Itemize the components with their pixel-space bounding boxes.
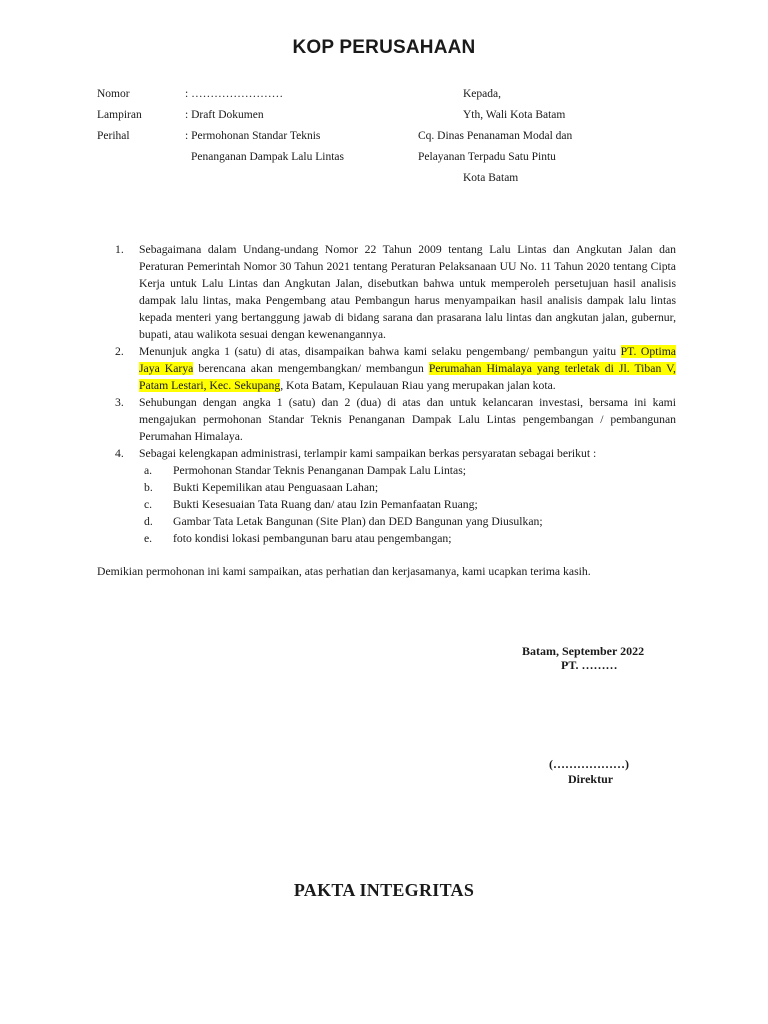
signature-title: Direktur — [568, 772, 614, 786]
paragraph-text-part: , Kota Batam, Kepulauan Riau yang merupakan jalan kota. — [280, 379, 556, 392]
perihal-label: Perihal — [97, 130, 130, 142]
paragraph-number: 2. — [115, 345, 124, 358]
paragraph-text: Sehubungan dengan angka 1 (satu) dan 2 (dua) di atas dan untuk kelancaran investasi, bersama ini kami mengajukan permohonan Standar Teknis Penanganan Dampak Lalu Lintas pengembangan / pembangunan Perumahan Himalaya. — [139, 396, 676, 443]
signature-name-placeholder: (………………) — [549, 757, 629, 771]
highlighted-project-location: Perumahan Himalaya yang terletak di Jl. Tiban V, Patam Lestari, Kec. Sekupang — [139, 362, 676, 392]
attachment-text: foto kondisi lokasi pembangunan baru atau pengembangan; — [173, 532, 452, 545]
attachment-item — [97, 530, 676, 547]
letterhead-title: KOP PERUSAHAAN — [292, 37, 476, 58]
lampiran-label: Lampiran — [97, 109, 142, 121]
paragraph-number: 1. — [115, 243, 124, 256]
recipient-line-2: Yth, Wali Kota Batam — [463, 109, 566, 121]
paragraph-4 — [97, 445, 676, 462]
nomor-value: : …………………… — [185, 88, 284, 100]
attachment-text: Bukti Kepemilikan atau Penguasaan Lahan; — [173, 481, 379, 494]
perihal-value-line2: Penanganan Dampak Lalu Lintas — [191, 151, 344, 163]
recipient-line-5: Kota Batam — [463, 172, 519, 184]
signature-company: PT. ……… — [561, 658, 618, 672]
recipient-line-4: Pelayanan Terpadu Satu Pintu — [418, 151, 556, 163]
paragraph-text-part: berencana akan mengembangkan/ membangun — [193, 362, 429, 375]
attachment-item — [97, 513, 676, 530]
paragraph-2 — [97, 343, 676, 394]
numbered-paragraphs — [97, 241, 676, 462]
attachment-text: Gambar Tata Letak Bangunan (Site Plan) dan DED Bangunan yang Diusulkan; — [173, 515, 543, 528]
attachment-letter: a. — [144, 464, 153, 477]
paragraph-number: 4. — [115, 447, 124, 460]
paragraph-text-part: Menunjuk angka 1 (satu) di atas, disampaikan bahwa kami selaku pengembang/ pembangun yaitu — [139, 345, 621, 358]
attachment-letter: d. — [144, 515, 153, 528]
attachment-text: Permohonan Standar Teknis Penanganan Dampak Lalu Lintas; — [173, 464, 467, 477]
attachment-letter: b. — [144, 481, 153, 494]
lampiran-value: : Draft Dokumen — [185, 109, 264, 121]
recipient-line-3: Cq. Dinas Penanaman Modal dan — [418, 130, 573, 142]
attachment-list — [97, 462, 676, 547]
perihal-value-line1: : Permohonan Standar Teknis — [185, 130, 321, 142]
section-title-pakta-integritas: PAKTA INTEGRITAS — [293, 880, 475, 900]
attachment-item — [97, 496, 676, 513]
paragraph-3 — [97, 394, 676, 445]
attachment-text: Bukti Kesesuaian Tata Ruang dan/ atau Izin Pemanfaatan Ruang; — [173, 498, 478, 511]
paragraph-1 — [97, 241, 676, 343]
attachment-letter: e. — [144, 532, 153, 545]
paragraph-number: 3. — [115, 396, 124, 409]
paragraph-text: Sebagaimana dalam Undang-undang Nomor 22 Tahun 2009 tentang Lalu Lintas dan Angkutan Jalan dan Peraturan Pemerintah Nomor 30 Tahun 2021 tentang Peraturan Pelaksanaan UU No. 11 Tahun 2020 tentang Cipta Kerja untuk Lalu Lintas dan Angkutan Jalan, disebutkan bahwa untuk memperoleh persetujuan hasil analisis dampak lalu lintas, maka Pengembang atau Pembangun harus menyampaikan hasil analisis dampak lalu lintas kepada menteri yang bertanggung jawab di bidang sarana dan prasarana lalu lintas dan angkutan jalan, gubernur, bupati, atau walikota sesuai dengan kewenangannya. — [139, 243, 676, 341]
paragraph-text: Sebagai kelengkapan administrasi, terlampir kami sampaikan berkas persyaratan sebagai berikut : — [139, 447, 597, 460]
closing-sentence: Demikian permohonan ini kami sampaikan, atas perhatian dan kerjasamanya, kami ucapkan terima kasih. — [97, 565, 591, 578]
signature-date: Batam, September 2022 — [522, 644, 645, 658]
highlighted-company-name: PT. Optima Jaya Karya — [139, 345, 676, 375]
attachment-item — [97, 462, 676, 479]
letter-body — [97, 241, 676, 580]
nomor-label: Nomor — [97, 88, 130, 100]
recipient-line-1: Kepada, — [463, 88, 501, 100]
attachment-item — [97, 479, 676, 496]
attachment-letter: c. — [144, 498, 153, 511]
